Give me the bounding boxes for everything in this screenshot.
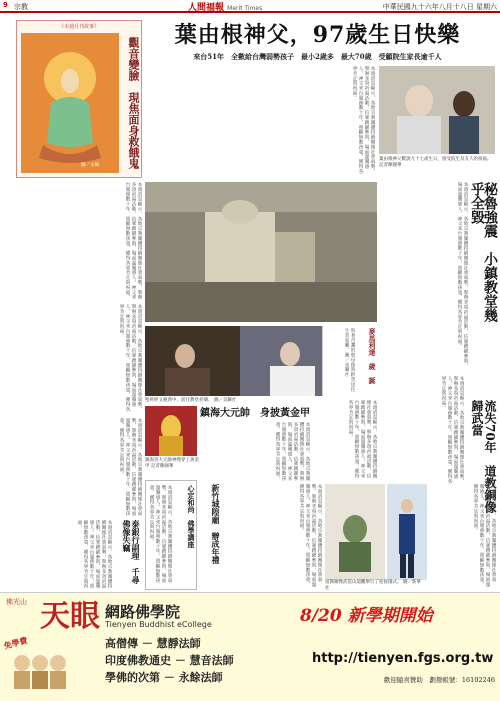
priest-photo-caption: 葉由根神父數說九十七歲生日，接受院生及友人的祝福。 記者陳國華 — [379, 157, 492, 168]
goddess-statue-photo — [145, 406, 197, 456]
main-headline: 葉由根神父，97歲生日快樂 — [174, 22, 461, 48]
column-box — [145, 480, 197, 590]
hsinchu-body-text: 本週消息顯示，各地宗教團體持續關懷社會弱勢，舉辦多項祈福活動，信眾踴躍參與，場面溫馨感人。神父來台服務數十年，照顧無數孩童，獲得各界肯定與祝福。 — [299, 484, 322, 587]
ceremony-photo-left — [145, 326, 240, 396]
peru-headline: 秘魯強震 小鎮教堂幾乎全毀 — [469, 182, 498, 322]
story-box — [16, 20, 142, 178]
peru-church-photo — [145, 182, 377, 322]
free-tuition-badge: 免學費 — [2, 634, 29, 651]
ceremony-photo-right — [240, 326, 322, 396]
ad-contact: 歡迎隨喜贊助 劃撥帳號：16102246 — [383, 676, 495, 684]
goddess-body-text: 本週消息顯示，各地宗教團體持續關懷社會弱勢，舉辦多項祈福活動，信眾踴躍參與，場面溫馨感人。神父來台服務數十年，照顧無數孩童，獲得各界肯定與祝福。 — [275, 422, 310, 481]
ad-course-list — [105, 635, 305, 697]
ad-course-1: 高僧傳 － 慧靜法師 — [105, 637, 201, 650]
left-body-text-3: 本週消息顯示，各地宗教團體持續關懷社會弱勢，舉辦多項祈福活動，信眾踴躍參與，場面溫馨感人。神父來台服務數十年，照顧無數孩童，獲得各界肯定與祝福。 — [119, 418, 142, 516]
taiyin-body-text: 本週消息顯示，各地宗教團體持續關懷社會弱勢，舉辦多項祈福活動，信眾踴躍參與，場面溫馨感人。神父來台服務數十年，照顧無數孩童，獲得各界肯定與祝福。 — [77, 520, 112, 589]
page-number: 9 — [3, 1, 8, 9]
peru-body-text: 本週消息顯示，各地宗教團體持續關懷社會弱勢，舉辦多項祈福活動，信眾踴躍參與，場面溫馨感人。神父來台服務數十年，照顧無數孩童，獲得各界肯定與祝福。 — [457, 182, 468, 369]
bronze-body-text-2: 本週消息顯示，各地宗教團體持續關懷社會弱勢，舉辦多項祈福活動，信眾踴躍參與，場面溫馨感人。神父來台服務數十年，照顧無數孩童，獲得各界肯定與祝福。 — [348, 400, 377, 479]
ad-title: 天眼 — [40, 599, 100, 634]
ad-course-2: 印度佛教通史 － 慧音法師 — [105, 654, 234, 667]
bronze-body-text: 本週消息顯示，各地宗教團體持續關懷社會弱勢，舉辦多項祈福活動，信眾踴躍參與，場面溫馨感人。神父來台服務數十年，照顧無數孩童，獲得各界肯定與祝福。 — [441, 376, 464, 484]
ad-course-3: 學佛的次第 － 永餘法師 — [105, 671, 223, 684]
mary-box — [322, 326, 378, 396]
priest-photo — [379, 66, 495, 154]
newspaper-logo: 人間福報 Merit Times — [188, 3, 263, 13]
bronze-photo-caption: 道教銅像武當山道觀舉行了迎接儀式。 圖／新華社 — [325, 580, 421, 591]
ad-brand: 佛光山 — [6, 598, 27, 606]
section-name: 宗教 — [14, 3, 28, 11]
column-body: 本週消息顯示，各地宗教團體持續關懷社會弱勢，舉辦多項祈福活動，信眾踴躍參與，場面溫馨感人。神父來台服務數十年，照顧無數孩童，獲得各界肯定與祝福。 — [149, 485, 172, 583]
hsinchu-headline: 新竹城隍廟 辦成年禮 — [211, 484, 221, 564]
mary-headline: 麥馬利達 歲 誕 — [368, 328, 377, 384]
guanyin-painting — [21, 33, 119, 173]
story-body-text-1: 本週消息顯示，各地宗教團體持續關懷社會弱勢，舉辦多項祈福活動，信眾踴躍參與，場面溫馨感人。神父來台服務數十年，照顧無數孩童，獲得各界肯定與祝福。 — [125, 182, 142, 300]
tienyen-ad-banner[interactable] — [0, 592, 500, 701]
ad-promo: 8/20 新學期開始 — [300, 606, 433, 626]
goddess-headline: 鎮海大元帥 身披黃金甲 — [200, 408, 310, 419]
story-box-headline: 觀音變臉 現焦面身救餓鬼 — [127, 37, 140, 169]
taiyin-headline: 泰銀行副理 千尋佛像失竊 — [122, 520, 141, 584]
bronze-body-text-3: 本週消息顯示，各地宗教團體持續關懷社會弱勢，舉辦多項祈福活動，信眾踴躍參與，場面溫馨感人。神父來台服務數十年，照顧無數孩童，獲得各界肯定與祝福。 — [473, 484, 496, 587]
bronze-statue-photo — [325, 484, 385, 580]
bronze-headline: 流失70年 道教銅像歸武當 — [470, 400, 497, 513]
story-box-title: 《本週月刊故事》 — [58, 24, 99, 30]
story-body-text-2: 本週消息顯示，各地宗教團體持續關懷社會弱勢，舉辦多項祈福活動，信眾踴躍參與，場面溫馨感人。神父來台服務數十年，照顧無數孩童，獲得各界肯定與祝福。 — [119, 304, 142, 412]
page-header — [0, 0, 500, 13]
honor-guard-photo — [387, 484, 427, 580]
mary-caption: 和著舌盞的聖母像與鈔票送往生者家屬。圖／美聯社 — [344, 328, 355, 392]
ad-site-name-en: Tienyen Buddhist eCollege — [105, 620, 212, 629]
goddess-photo-caption: 鎮海宮大元帥神像穿上黃金甲 記者陳國華 — [145, 458, 199, 469]
ceremony-caption: 聖經經文慶典中，前往教堂祈禱。 圖／美聯社 — [145, 398, 237, 403]
ad-site-name: 網路佛學院 — [105, 603, 181, 621]
main-body-text: 本週消息顯示，各地宗教團體持續關懷社會弱勢，舉辦多項祈福活動，信眾踴躍參與，場面溫馨感人。神父來台服務數十年，照顧無數孩童，獲得各界肯定與祝福。 — [352, 66, 375, 174]
column-headline: 心定和尚 佛學講座 — [187, 485, 196, 548]
painting-caption: 圖／文摘 — [81, 163, 99, 168]
main-subheadline: 來台51年 全數給台灣弱勢孩子 最小2歲多 最大70歲 受顧院生家長逾千人 — [193, 52, 442, 61]
ad-url-link[interactable]: http://tienyen.fgs.org.tw — [312, 651, 494, 666]
issue-date: 中華民國九十六年八月十八日 星期六 — [382, 3, 497, 11]
